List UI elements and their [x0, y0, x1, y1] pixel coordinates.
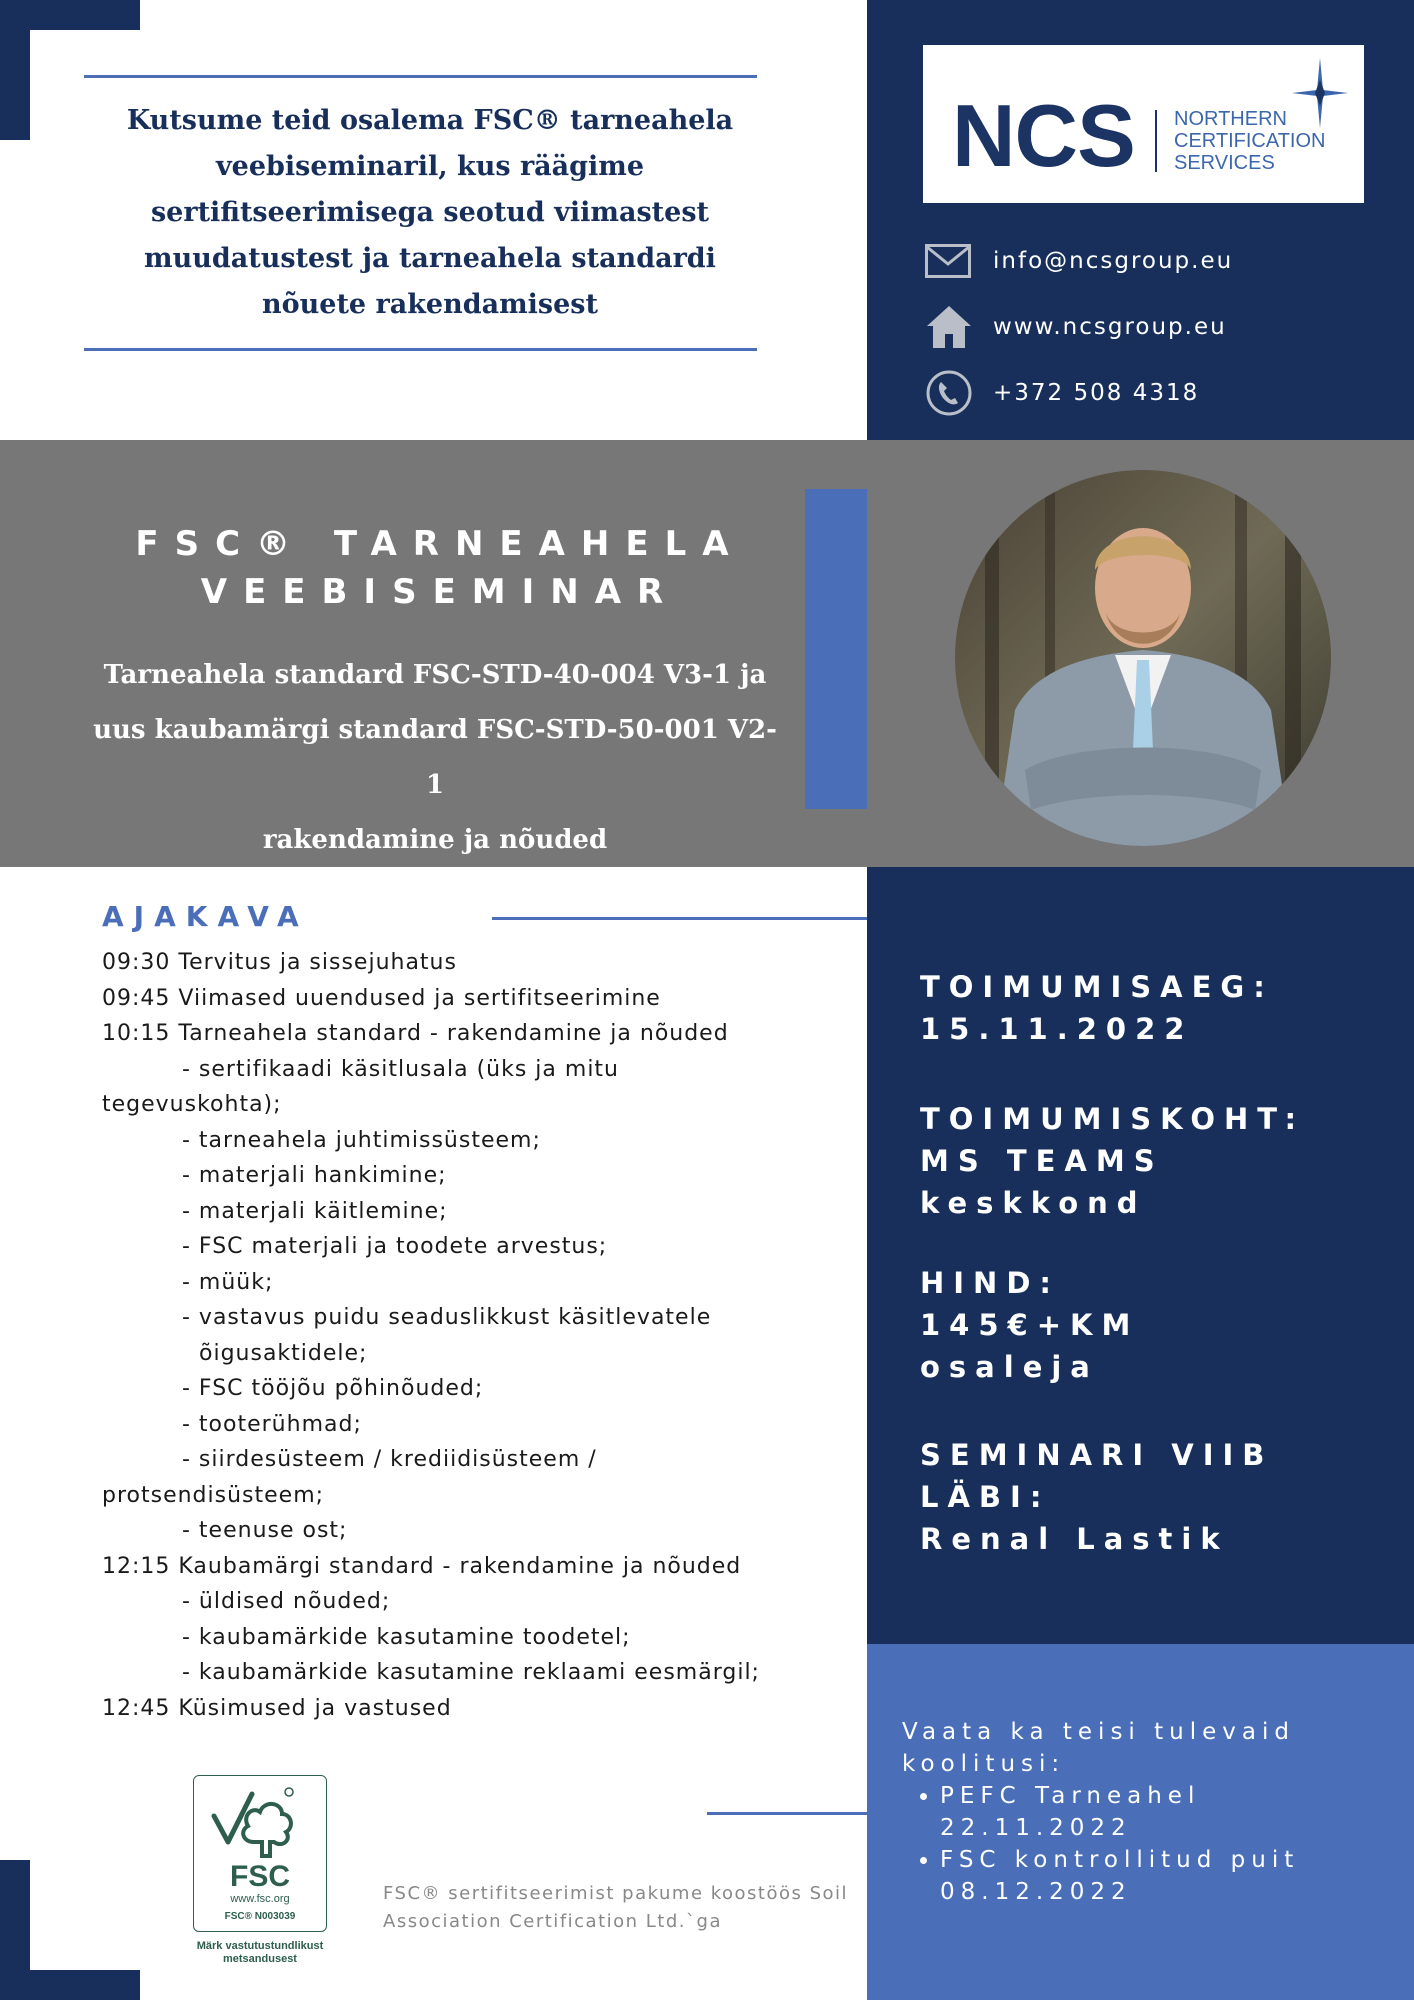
- training-name: • PEFC Tarneahel: [940, 1783, 1201, 1809]
- fsc-caption: Märk vastutustundlikust metsandusest: [196, 1940, 324, 1965]
- agenda-line: - siirdesüsteem / krediidisüsteem /: [182, 1447, 597, 1472]
- event-price: [920, 1262, 1139, 1388]
- agenda-line: - kaubamärkide kasutamine toodetel;: [182, 1624, 631, 1650]
- webinar-subtitle: [85, 648, 785, 868]
- event-place: [920, 1098, 1305, 1224]
- agenda-line: õigusaktidele;: [199, 1340, 368, 1366]
- ncs-logo-name-line: SERVICES: [1174, 152, 1275, 174]
- webinar-subtitle-line: uus kaubamärgi standard FSC-STD-50-001 V2-1: [93, 715, 777, 800]
- webinar-title-line: FSC® TARNEAHELA: [135, 524, 745, 564]
- intro-line: veebiseminaril, kus räägime: [215, 151, 645, 182]
- event-place-label: TOIMUMISKOHT:: [920, 1102, 1306, 1136]
- agenda-list: [102, 945, 822, 1726]
- event-host-name: Renal Lastik: [920, 1522, 1229, 1556]
- fsc-license-text: FSC® N003039: [224, 1911, 296, 1922]
- webinar-title-line: VEEBISEMINAR: [200, 572, 680, 612]
- training-date: 22.11.2022: [940, 1815, 1132, 1841]
- training-item[interactable]: [940, 1780, 1402, 1844]
- ncs-logo-abbr: NCS: [952, 86, 1135, 185]
- training-item[interactable]: [940, 1844, 1402, 1908]
- email-text: info@ncsgroup.eu: [993, 248, 1234, 274]
- event-price-value: 145€+KM: [920, 1308, 1140, 1342]
- footer-note: FSC® sertifitseerimist pakume koostöös Soil Association Certification Ltd.`ga: [383, 1883, 849, 1932]
- webinar-subtitle-line: Tarneahela standard FSC-STD-40-004 V3-1 ja: [103, 660, 767, 690]
- intro-line: muudatustest ja tarneahela standardi: [144, 243, 716, 274]
- agenda-heading: AJAKAVA: [102, 900, 309, 933]
- agenda-line: - materjali käitlemine;: [182, 1198, 448, 1224]
- event-price-label: HIND:: [920, 1266, 1061, 1300]
- agenda-line: 12:45 Küsimused ja vastused: [102, 1695, 452, 1721]
- phone-text: +372 508 4318: [993, 380, 1200, 406]
- event-place-value: MS TEAMS: [920, 1144, 1164, 1178]
- agenda-line: - tooterühmad;: [182, 1411, 362, 1437]
- agenda-line: - sertifikaadi käsitlusala (üks ja mitu: [182, 1056, 619, 1082]
- phone-icon: [925, 368, 981, 418]
- fsc-logo: [193, 1775, 327, 1932]
- training-date: 08.12.2022: [940, 1879, 1132, 1905]
- agenda-line: protsendisüsteem;: [102, 1482, 325, 1508]
- agenda-line: - teenuse ost;: [182, 1518, 348, 1543]
- intro-bottom-rule: [84, 348, 757, 351]
- contact-email[interactable]: [925, 236, 1385, 286]
- event-host-label: SEMINARI VIIB: [920, 1438, 1274, 1472]
- envelope-icon: [925, 236, 981, 286]
- agenda-line: 09:30 Tervitus ja sissejuhatus: [102, 950, 457, 975]
- webinar-subtitle-line: rakendamine ja nõuded: [262, 825, 608, 855]
- agenda-line: 09:45 Viimased uuendused ja sertifitseerimine: [102, 985, 661, 1011]
- event-host-label: LÄBI:: [920, 1480, 1051, 1514]
- agenda-line: - müük;: [182, 1269, 274, 1295]
- agenda-line: - FSC tööjõu põhinõuded;: [182, 1376, 484, 1401]
- event-place-value: keskkond: [920, 1186, 1147, 1220]
- fsc-mark-text: FSC: [230, 1860, 290, 1893]
- agenda-line: tegevuskohta);: [102, 1092, 282, 1117]
- intro-line: nõuete rakendamisest: [262, 289, 598, 320]
- fsc-url-text: www.fsc.org: [230, 1893, 290, 1905]
- ncs-logo-name-line: NORTHERN: [1174, 108, 1287, 130]
- intro-line: Kutsume teid osalema FSC® tarneahela: [126, 105, 734, 136]
- more-trainings-list: [902, 1780, 1402, 1908]
- agenda-line: - tarneahela juhtimissüsteem;: [182, 1127, 541, 1153]
- agenda-rule: [492, 917, 867, 920]
- more-trainings: [902, 1716, 1402, 1908]
- intro-top-rule: [84, 75, 757, 78]
- agenda-line: - vastavus puidu seaduslikkust käsitlevatele: [182, 1305, 712, 1330]
- agenda-line: - üldised nõuded;: [182, 1589, 391, 1614]
- fsc-tree-icon: [194, 1776, 326, 1931]
- event-price-unit: osaleja: [920, 1350, 1099, 1384]
- agenda-line: - kaubamärkide kasutamine reklaami eesmärgil;: [182, 1660, 760, 1685]
- event-time-value: 15.11.2022: [920, 1012, 1194, 1046]
- intro-line: sertifitseerimisega seotud viimastest: [150, 197, 709, 228]
- agenda-line: 12:15 Kaubamärgi standard - rakendamine ja nõuded: [102, 1553, 742, 1579]
- contact-phone[interactable]: [925, 368, 1385, 418]
- intro-text: [110, 98, 750, 328]
- training-name: • FSC kontrollitud puit: [940, 1847, 1300, 1873]
- footer-rule: [707, 1812, 867, 1815]
- event-time: [920, 966, 1274, 1050]
- speaker-photo: [955, 470, 1331, 846]
- contact-website[interactable]: [925, 302, 1385, 352]
- website-text: www.ncsgroup.eu: [993, 314, 1227, 340]
- accent-bar: [805, 489, 867, 809]
- agenda-line: 10:15 Tarneahela standard - rakendamine ja nõuded: [102, 1021, 729, 1046]
- more-trainings-intro: Vaata ka teisi tulevaid koolitusi:: [902, 1719, 1295, 1777]
- corner-decoration-top-side: [0, 0, 30, 140]
- agenda-line: - FSC materjali ja toodete arvestus;: [182, 1234, 608, 1259]
- ncs-logo-name-line: CERTIFICATION: [1174, 130, 1326, 152]
- compass-star-icon: [1292, 58, 1348, 128]
- ncs-logo-separator: [1155, 110, 1157, 172]
- corner-decoration-bottom: [0, 1970, 140, 2000]
- home-icon: [925, 302, 981, 352]
- webinar-title: [100, 520, 780, 616]
- event-time-label: TOIMUMISAEG:: [920, 970, 1274, 1004]
- agenda-line: - materjali hankimine;: [182, 1163, 447, 1188]
- event-host: [920, 1434, 1273, 1560]
